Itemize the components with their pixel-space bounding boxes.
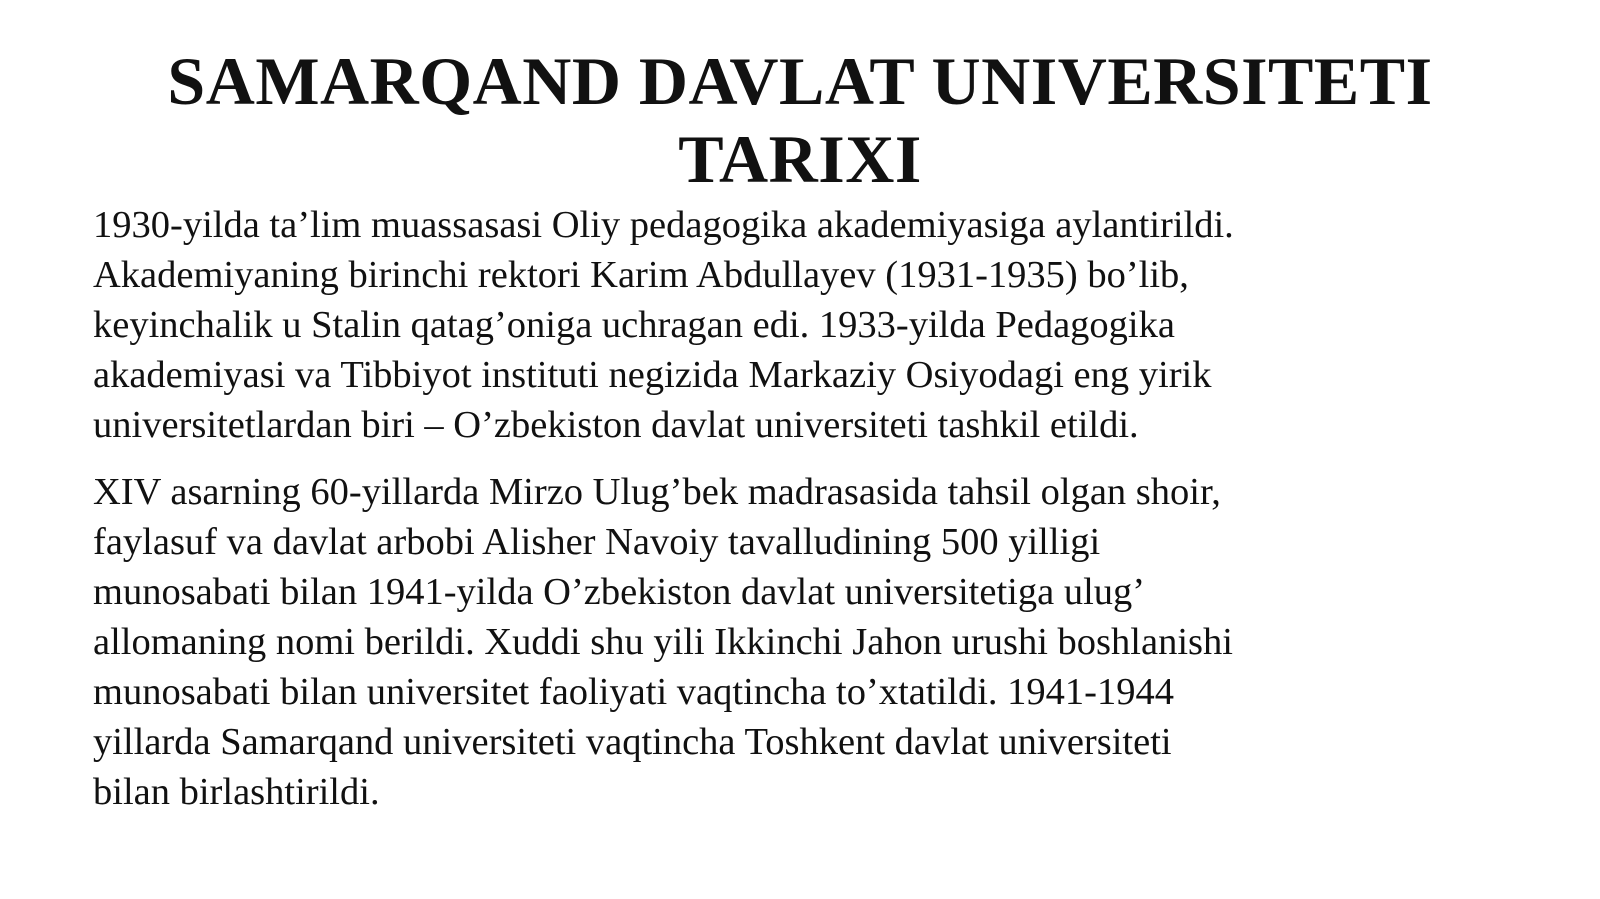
title-line: SAMARQAND DAVLAT UNIVERSITETI xyxy=(167,43,1433,119)
paragraph-2 xyxy=(93,467,1513,817)
text-line: universitetlardan biri – O’zbekiston davlat universiteti tashkil etildi. xyxy=(93,404,1139,446)
text-line: 1930-yilda ta’lim muassasasi Oliy pedagogika akademiyasiga aylantirildi. xyxy=(93,204,1234,246)
slide-body xyxy=(93,200,1513,834)
text-line: bilan birlashtirildi. xyxy=(93,771,380,813)
text-line: faylasuf va davlat arbobi Alisher Navoiy tavalludining 500 yilligi xyxy=(93,521,1101,563)
text-line: munosabati bilan universitet faoliyati vaqtincha to’xtatildi. 1941-1944 xyxy=(93,671,1174,713)
text-line: munosabati bilan 1941-yilda O’zbekiston davlat universitetiga ulug’ xyxy=(93,571,1146,613)
text-line: akademiyasi va Tibbiyot instituti negizida Markaziy Osiyodagi eng yirik xyxy=(93,354,1212,396)
slide-title xyxy=(80,42,1520,198)
text-line: yillarda Samarqand universiteti vaqtincha Toshkent davlat universiteti xyxy=(93,721,1172,763)
text-line: XIV asarning 60-yillarda Mirzo Ulug’bek madrasasida tahsil olgan shoir, xyxy=(93,471,1221,513)
text-line: allomaning nomi berildi. Xuddi shu yili Ikkinchi Jahon urushi boshlanishi xyxy=(93,621,1233,663)
text-line: keyinchalik u Stalin qatag’oniga uchragan edi. 1933-yilda Pedagogika xyxy=(93,304,1175,346)
paragraph-1 xyxy=(93,200,1513,450)
text-line: Akademiyaning birinchi rektori Karim Abdullayev (1931-1935) bo’lib, xyxy=(93,254,1189,296)
title-line: TARIXI xyxy=(678,121,922,197)
